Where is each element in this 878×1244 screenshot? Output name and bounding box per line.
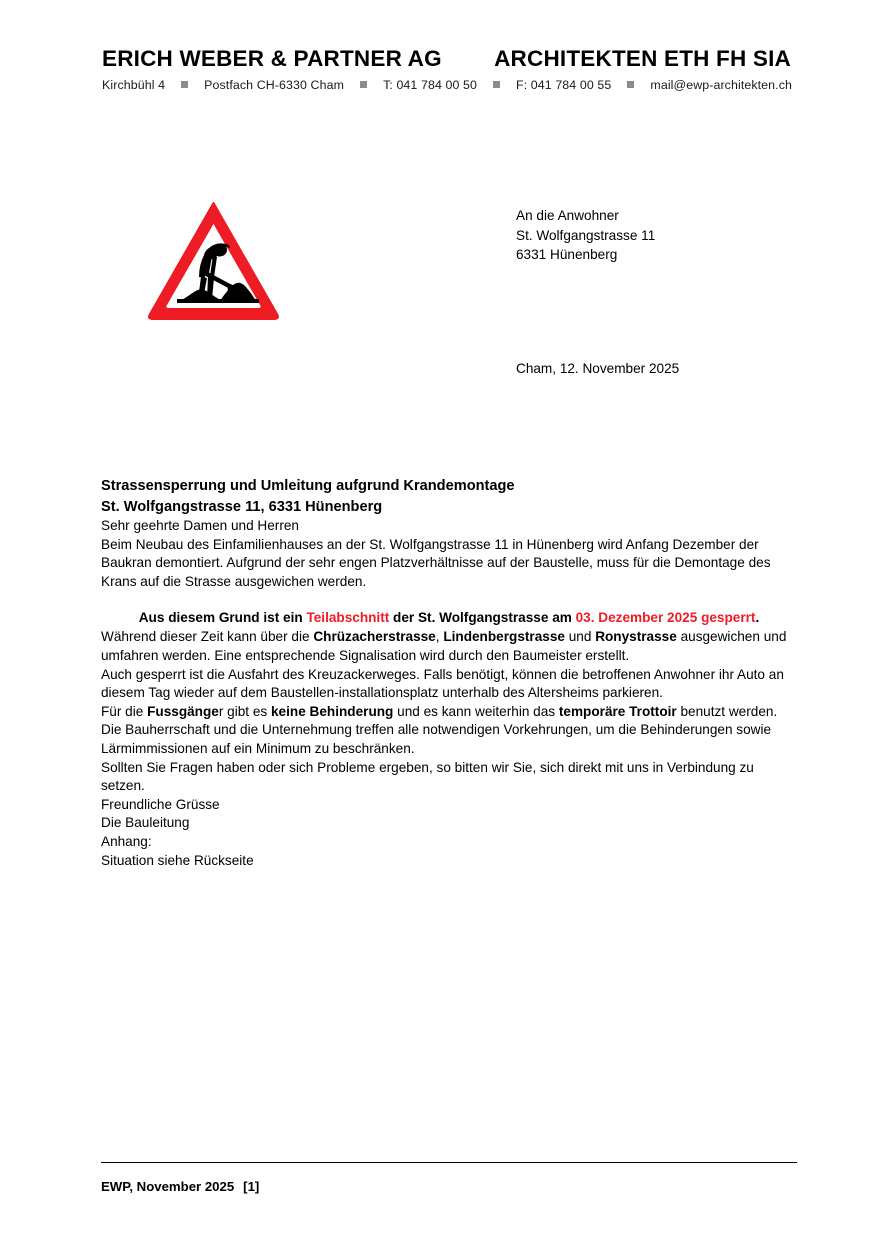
square-separator-icon xyxy=(181,81,188,88)
letterhead xyxy=(102,46,792,92)
footer xyxy=(101,1179,259,1194)
paragraph-mitigation: Die Bauherrschaft und die Unternehmung treffen alle notwendigen Vorkehrungen, um die Behinderungen sowie Lärmimmissionen auf ein Minimum zu beschränken. xyxy=(101,722,772,756)
pedestrian-part-4: benutzt werden. xyxy=(676,703,778,719)
date-line: Cham, 12. November 2025 xyxy=(516,361,680,376)
firm-qualification: ARCHITEKTEN ETH FH SIA xyxy=(494,46,791,71)
callout-highlight-date: 03. Dezember 2025 gesperrt xyxy=(575,610,756,626)
pedestrian-part-1: Für die xyxy=(101,703,148,719)
detour-part-4: ausgewichen und umfahren werden. Eine entsprechende Signalisation wird durch den Baumeister erstellt. xyxy=(101,629,787,663)
pedestrian-part-3: und es kann weiterhin das xyxy=(393,703,559,719)
detour-part-3: und xyxy=(564,629,596,645)
recipient-address-block xyxy=(516,206,655,265)
square-separator-icon xyxy=(627,81,634,88)
subject-line-1: Strassensperrung und Umleitung aufgrund Krandemontage xyxy=(101,478,515,494)
contact-postal: Postfach CH-6330 Cham xyxy=(204,78,344,92)
salutation: Sehr geehrte Damen und Herren xyxy=(101,518,299,533)
contact-address: Kirchbühl 4 xyxy=(102,78,166,92)
callout-highlight-teilabschnitt: Teilabschnitt xyxy=(306,610,390,626)
page-number: [1] xyxy=(243,1179,260,1194)
contact-fax: F: 041 784 00 55 xyxy=(516,78,612,92)
callout-part-1: Aus diesem Grund ist ein xyxy=(138,610,307,626)
street-lindenbergstrasse: Lindenbergstrasse xyxy=(443,629,565,645)
detour-part-2: , xyxy=(435,629,444,645)
footer-divider xyxy=(101,1162,797,1163)
recipient-line-1: An die Anwohner xyxy=(516,208,619,223)
signature-block: Die Bauleitung xyxy=(101,815,190,831)
letterhead-titles xyxy=(102,46,792,72)
contact-email[interactable]: mail@ewp-architekten.ch xyxy=(650,78,792,92)
paragraph-detour xyxy=(101,628,797,665)
recipient-line-2: St. Wolfgangstrasse 11 xyxy=(516,227,656,243)
street-chruezacherstrasse: Chrüzacherstrasse xyxy=(313,629,436,645)
attachment-value: Situation siehe Rückseite xyxy=(101,852,254,868)
closing-greeting: Freundliche Grüsse xyxy=(101,796,220,812)
footer-label: EWP, November 2025 xyxy=(101,1179,235,1194)
paragraph-intro: Beim Neubau des Einfamilienhauses an der St. Wolfgangstrasse 11 in Hünenberg wird Anfang Dezember der Baukran demontiert. Aufgrund der sehr engen Platzverhältnisse auf der Baustelle, muss für die Demontage des Krans auf die Strasse ausgewichen werden. xyxy=(101,536,771,589)
pedestrian-bold-no-obstruction: keine Behinderung xyxy=(271,703,394,719)
pedestrian-bold-temporary-sidewalk: temporäre Trottoir xyxy=(558,703,677,719)
callout-part-3: . xyxy=(755,610,760,626)
contact-phone: T: 041 784 00 50 xyxy=(383,78,477,92)
subject-line-2: St. Wolfgangstrasse 11, 6331 Hünenberg xyxy=(101,498,383,515)
callout-part-2: der St. Wolfgangstrasse am xyxy=(389,610,576,626)
contact-line xyxy=(102,78,792,92)
street-ronystrasse: Ronystrasse xyxy=(595,629,677,645)
paragraph-exit-closure: Auch gesperrt ist die Ausfahrt des Kreuzackerweges. Falls benötigt, können die betroffenen Anwohner ihr Auto an diesem Tag wieder auf dem Baustellen-installationsplatz unterhalb des Altersheims parkieren. xyxy=(101,666,784,701)
closure-callout xyxy=(101,608,797,628)
paragraph-pedestrians xyxy=(101,703,797,722)
road-works-warning-sign-icon xyxy=(146,198,281,323)
square-separator-icon xyxy=(493,81,500,88)
attachment-label: Anhang: xyxy=(101,833,152,849)
recipient-line-3: 6331 Hünenberg xyxy=(516,247,618,263)
detour-part-1: Während dieser Zeit kann über die xyxy=(101,629,314,645)
square-separator-icon xyxy=(360,81,367,88)
letter-body xyxy=(101,476,797,870)
pedestrian-part-2: r gibt es xyxy=(218,703,271,719)
subject-heading xyxy=(101,476,797,517)
firm-name: ERICH WEBER & PARTNER AG xyxy=(102,46,442,71)
paragraph-questions: Sollten Sie Fragen haben oder sich Probleme ergeben, so bitten wir Sie, sich direkt mit uns in Verbindung zu setzen. xyxy=(101,759,754,794)
pedestrian-bold-fussgaenger: Fussgänge xyxy=(147,703,219,719)
